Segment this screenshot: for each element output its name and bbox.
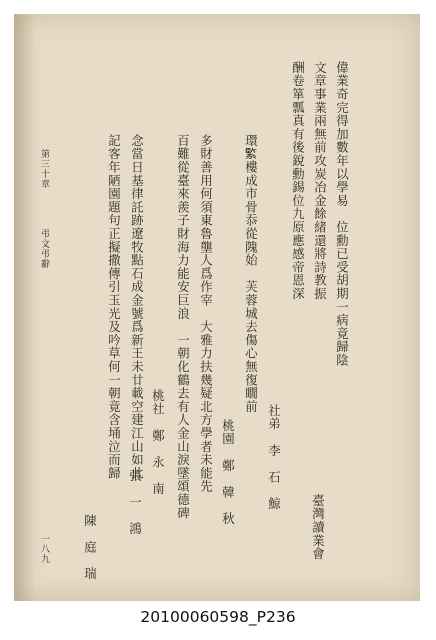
author-5: 張 一 鴻 bbox=[127, 469, 143, 536]
image-caption: 20100060598_P236 bbox=[140, 608, 296, 626]
page-fold-shadow bbox=[14, 14, 36, 601]
text-line-5: 多財善用何須東魯壟人爲作宰 大雅力扶幾疑北方學者未能先 bbox=[198, 134, 214, 494]
text-line-3: 酬卷箪瓢真有後銳勳錫位九原應感帝恩深 bbox=[290, 61, 306, 301]
author-2: 社弟 李 石 鯨 bbox=[266, 404, 282, 511]
author-6: 陳 庭 瑞 bbox=[82, 514, 98, 581]
book-page bbox=[14, 14, 420, 601]
section-label: 弔文弔辭 bbox=[39, 229, 49, 269]
text-line-7: 念當日基律託跡遼牧點石成金號爲新王未廿載空建江山如此 bbox=[129, 134, 145, 480]
text-line-6: 百難從臺來羨子財海力能安巨浪 一朝化鶴去有人金山淚墜頌德碑 bbox=[175, 134, 191, 520]
author-1: 臺灣讀業會 bbox=[310, 494, 326, 561]
text-line-2: 文章事業兩無前攻炭冶金餘緒還將詩教振 bbox=[312, 61, 328, 301]
page-number: 一八九 bbox=[39, 534, 49, 564]
text-line-1: 偉業奇完得加數年以學易 位勳已受胡期一病竟歸陰 bbox=[334, 61, 350, 367]
author-4: 桃社 鄭 永 南 bbox=[150, 389, 166, 496]
text-line-8: 記客年陋園題句正擬撒傳引玉光及吟草何一朝竟含埇泣而歸 bbox=[106, 134, 122, 480]
text-line-4: 環𦂳樓成市骨忝從隗始 芙蓉城去傷心無復瞯前 bbox=[243, 134, 259, 414]
author-3: 桃園 鄭 韓 秋 bbox=[220, 419, 236, 526]
chapter-label: 第三十章 bbox=[39, 149, 49, 189]
